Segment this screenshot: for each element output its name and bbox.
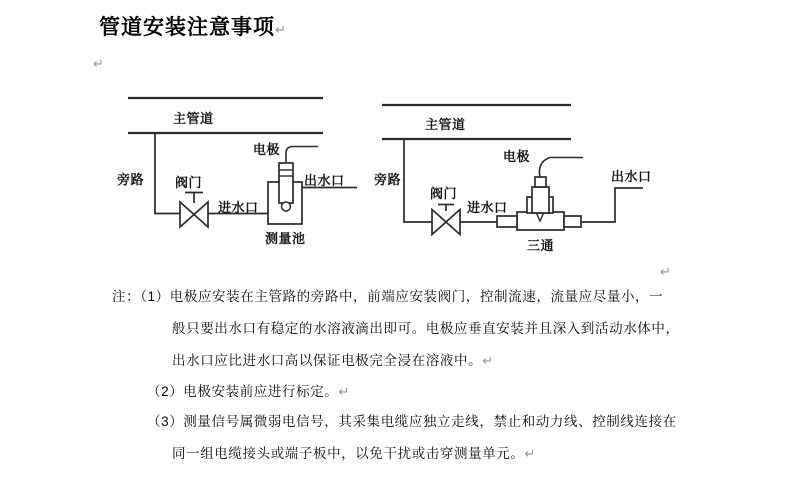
label-electrode: 电极 [253, 142, 281, 157]
label-main-pipe: 主管道 [425, 117, 466, 132]
note-text: 出水口应比进水口高以保证电极完全浸在溶液中。 [172, 353, 483, 368]
valve-symbol [446, 210, 460, 235]
valve-symbol [432, 210, 446, 235]
paragraph-mark-icon: ↵ [660, 264, 671, 279]
paragraph-mark-icon: ↵ [482, 353, 494, 368]
label-outlet: 出水口 [304, 173, 345, 188]
outlet-line [581, 188, 643, 222]
note-text: 般只要出水口有稳定的水溶液滴出即可。电极应垂直安装并且深入到活动水体中， [172, 321, 680, 336]
label-tee: 三通 [527, 238, 555, 253]
note-line [172, 349, 494, 369]
label-valve: 阀门 [430, 186, 458, 201]
note-line [147, 380, 350, 400]
pipe-diagram-right [382, 105, 643, 235]
paragraph-mark-icon: ↵ [524, 446, 536, 461]
note-line [172, 317, 680, 337]
electrode-body [279, 163, 293, 203]
electrode-tip [282, 202, 291, 211]
label-valve: 阀门 [175, 175, 203, 190]
valve-symbol [194, 202, 208, 227]
bypass-line [404, 139, 432, 222]
note-line [147, 410, 677, 430]
note-text: （2）电极安装前应进行标定。 [147, 384, 339, 399]
tee-right-flange [564, 216, 581, 227]
label-vessel: 测量池 [265, 231, 306, 246]
label-bypass: 旁路 [374, 172, 402, 187]
label-bypass: 旁路 [117, 172, 145, 187]
valve-symbol [180, 202, 194, 227]
note-line [112, 285, 663, 305]
electrode-cap [535, 177, 546, 187]
label-outlet: 出水口 [611, 169, 652, 184]
note-text: （3）测量信号属微弱电信号，其采集电缆应独立走线，禁止和动力线、控制线连接在 [147, 414, 677, 429]
tee-left-flange [497, 216, 517, 227]
page-title-text: 管道安装注意事项 [99, 16, 275, 39]
electrode-cable [286, 147, 318, 164]
electrode-body [532, 187, 549, 213]
note-text: 注：（1）电极应安装在主管路的旁路中，前端应安装阀门，控制流速，流量应尽量小，一 [112, 289, 664, 304]
electrode-cable [539, 158, 583, 178]
paragraph-mark-icon: ↵ [93, 56, 104, 71]
label-inlet: 进水口 [467, 200, 508, 215]
label-inlet: 进水口 [218, 200, 259, 215]
paragraph-mark-icon: ↵ [338, 384, 350, 399]
note-text: 同一组电缆接头或端子板中，以免干扰或击穿测量单元。 [172, 446, 525, 461]
label-electrode: 电极 [503, 149, 531, 164]
note-line [172, 442, 536, 462]
label-main-pipe: 主管道 [173, 111, 214, 126]
paragraph-mark-icon: ↵ [275, 22, 287, 37]
